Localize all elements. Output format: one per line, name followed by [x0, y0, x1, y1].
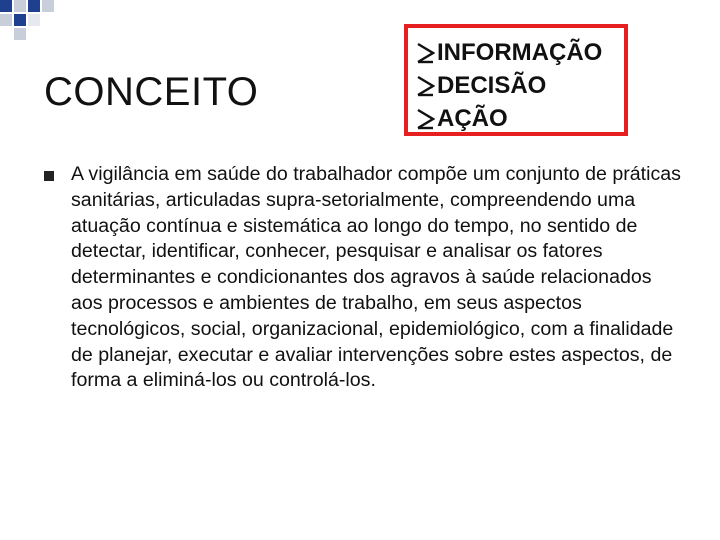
arrow-bullet-icon [416, 75, 435, 97]
slide-title: CONCEITO [44, 70, 259, 114]
arrow-bullet-icon [416, 42, 435, 64]
highlight-item [416, 69, 624, 102]
decor-square [14, 0, 26, 12]
decor-square [28, 0, 40, 12]
decor-square [0, 0, 12, 12]
arrow-bullet-icon [416, 108, 435, 130]
highlight-box [404, 24, 628, 136]
decor-square [14, 14, 26, 26]
highlight-item-label: INFORMAÇÃO [437, 39, 603, 66]
decor-square [14, 28, 26, 40]
decor-square [42, 0, 54, 12]
highlight-item-label: DECISÃO [437, 72, 547, 99]
highlight-item-label: AÇÃO [437, 105, 508, 132]
highlight-item [416, 36, 624, 69]
decor-square [0, 14, 12, 26]
square-bullet-icon [44, 171, 54, 181]
bullet-text: A vigilância em saúde do trabalhador compõe um conjunto de práticas sanitárias, articuladas supra-setorialmente, compreendendo uma atuação contínua e sistemática ao longo do tempo, no sentido de detectar, identificar, conhecer, pesquisar e analisar os fatores determinantes e condicionantes dos agravos à saúde relacionados aos processos e ambientes de trabalho, em seus aspectos tecnológicos, social, organizacional, epidemiológico, com a finalidade de planejar, executar e avaliar intervenções sobre estes aspectos, de forma a eliminá-los ou controlá-los. [71, 163, 681, 392]
highlight-item [416, 102, 624, 135]
decor-square [28, 14, 40, 26]
